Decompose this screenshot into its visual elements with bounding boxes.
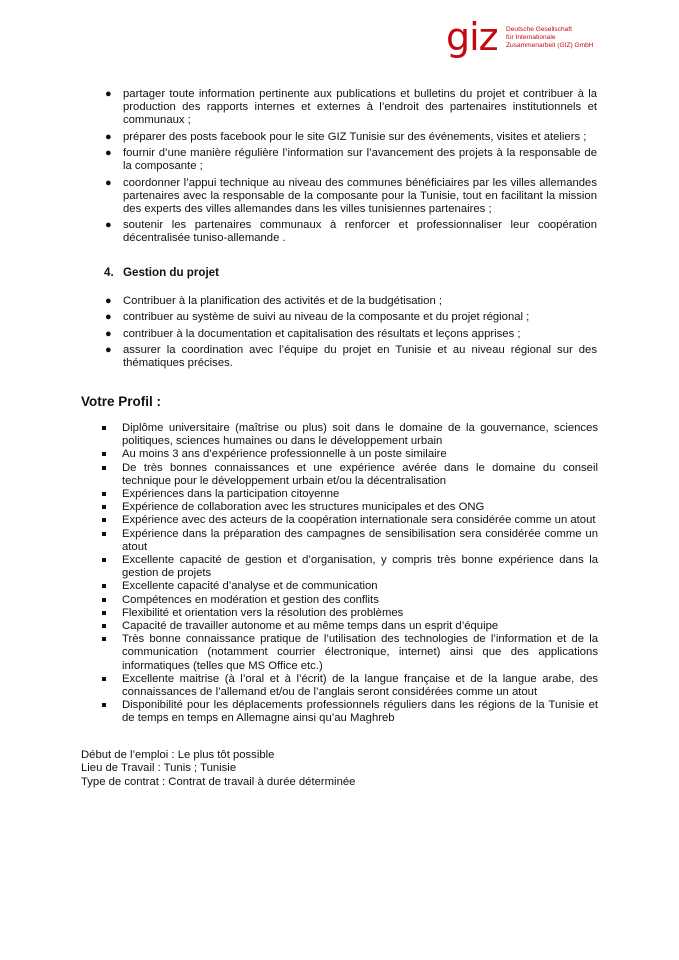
bullet-icon: ● [105,219,112,232]
section-heading-gestion [104,266,219,279]
list-item-text: contribuer à la documentation et capitalisation des résultats et leçons apprises ; [123,327,521,340]
bullet-icon: ● [105,327,112,340]
job-details [81,749,355,789]
list-item-text: Expérience de collaboration avec les structures municipales et des ONG [122,501,485,514]
list-item [122,554,598,580]
list-item [105,311,597,324]
list-item [122,633,598,673]
logo-line: für Internationale [506,34,556,41]
list-item [105,295,597,308]
list-item-text: Très bonne connaissance pratique de l’utilisation des technologies de l’information et de la communication (notamment courrier électronique, internet) ainsi que des applications informatiques (telles que MS Office etc.) [122,633,598,672]
bullet-icon: ● [105,176,112,189]
list-item-text: soutenir les partenaires communaux à renforcer et professionnaliser leur coopération décentralisée tuniso-allemande . [123,219,597,245]
square-bullet-icon [102,584,106,588]
list-item-text: Expériences dans la participation citoyenne [122,488,340,501]
list-item [122,580,598,593]
list-item-text: Excellente capacité d’analyse et de communication [122,580,378,593]
list-item-text: Compétences en modération et gestion des conflits [122,593,379,606]
list-item [105,343,597,370]
list-item [122,673,598,699]
list-item [122,620,598,633]
list-item-text: Au moins 3 ans d’expérience professionnelle à un poste similaire [122,448,447,461]
list-item-text: Flexibilité et orientation vers la résolution des problèmes [122,606,404,619]
list-item-text: Disponibilité pour les déplacements professionnels réguliers dans les régions de la Tunisie et de temps en temps en Allemagne ainsi qu’au Maghreb [122,699,598,725]
square-bullet-icon [102,532,106,536]
square-bullet-icon [102,426,106,430]
list-item-text: préparer des posts facebook pour le site GIZ Tunisie sur des événements, visites et ateliers ; [123,130,587,143]
list-item [122,422,598,448]
list-item [122,699,598,725]
square-bullet-icon [102,637,106,641]
list-item [122,501,598,514]
square-bullet-icon [102,611,106,615]
list-item-text: Expérience avec des acteurs de la coopération internationale sera considérée comme un atout [122,514,596,527]
list-item [105,219,597,245]
section-title: Gestion du projet [123,266,219,279]
square-bullet-icon [102,677,106,681]
list-item-text: De très bonnes connaissances et une expérience avérée dans le domaine du conseil technique pour le développement urbain et/ou la décentralisation [122,461,598,487]
communication-task-list [105,88,597,249]
square-bullet-icon [102,598,106,602]
list-item [122,448,598,461]
logo-line: Zusammenarbeit (GIZ) GmbH [506,42,594,49]
profil-requirement-list [122,422,598,726]
square-bullet-icon [102,518,106,522]
bullet-icon: ● [105,147,112,159]
list-item-text: Contribuer à la planification des activités et de la budgétisation ; [123,295,443,307]
list-item-text: contribuer au système de suivi au niveau de la composante et du projet régional ; [123,311,530,324]
list-item [105,88,597,128]
list-item-text: Excellente maitrise (à l’oral et à l’écrit) de la langue française et de la langue arabe, des connaissances de l’allemand et/ou de l’anglais seront considérées comme un atout [122,672,598,699]
section-number: 4. [104,266,114,279]
logo-org-name [506,26,666,50]
bullet-icon: ● [105,295,112,307]
gestion-task-list [105,295,597,373]
logo-line: Deutsche Gesellschaft [506,26,572,33]
list-item [122,488,598,501]
square-bullet-icon [102,466,106,470]
square-bullet-icon [102,624,106,628]
list-item-text: fournir d’une manière régulière l’information sur l’avancement des projets à la responsable de la composante ; [123,147,597,173]
bullet-icon: ● [105,88,112,100]
list-item [105,130,597,144]
square-bullet-icon [102,703,106,707]
square-bullet-icon [102,492,106,496]
list-item [122,514,598,527]
list-item-text: Diplôme universitaire (maîtrise ou plus) soit dans le domaine de la gouvernance, sciences politiques, sciences humaines ou dans le développement urbain [122,422,598,448]
bullet-icon: ● [105,343,112,356]
list-item-text: assurer la coordination avec l’équipe du projet en Tunisie et au niveau régional sur des thématiques précises. [123,343,597,370]
list-item-text: coordonner l’appui technique au niveau des communes bénéficiaires par les villes allemandes partenaires avec la responsable de la composante pour la Tunisie, tout en facilitant la mission des experts des villes allemandes dans les villes tunisiennes partenaires ; [123,176,597,215]
work-location-text: Lieu de Travail : Tunis ; Tunisie [81,762,237,775]
list-item [122,607,598,620]
contract-type-text: Type de contrat : Contrat de travail à durée déterminée [81,775,356,788]
list-item-text: Capacité de travailler autonome et au même temps dans un esprit d’équipe [122,620,499,633]
list-item-text: Expérience dans la préparation des campagnes de sensibilisation sera considérée comme un atout [122,527,598,553]
list-item [105,327,597,341]
square-bullet-icon [102,452,106,456]
list-item-text: Excellente capacité de gestion et d’organisation, y compris très bonne expérience dans la gestion de projets [122,554,598,580]
list-item [122,528,598,554]
list-item-text: partager toute information pertinente aux publications et bulletins du projet et contribuer à la production des rapports internes et externes à l’endroit des partenaires institutionnels et communaux ; [123,88,597,127]
list-item [122,462,598,488]
start-date-text: Début de l’emploi : Le plus tôt possible [81,749,275,761]
list-item [122,594,598,607]
square-bullet-icon [102,505,106,509]
list-item [105,147,597,173]
list-item [105,176,597,217]
logo-wordmark: giz [446,15,498,59]
bullet-icon: ● [105,311,112,324]
profil-heading: Votre Profil : [81,394,162,409]
square-bullet-icon [102,558,106,562]
bullet-icon: ● [105,130,112,143]
